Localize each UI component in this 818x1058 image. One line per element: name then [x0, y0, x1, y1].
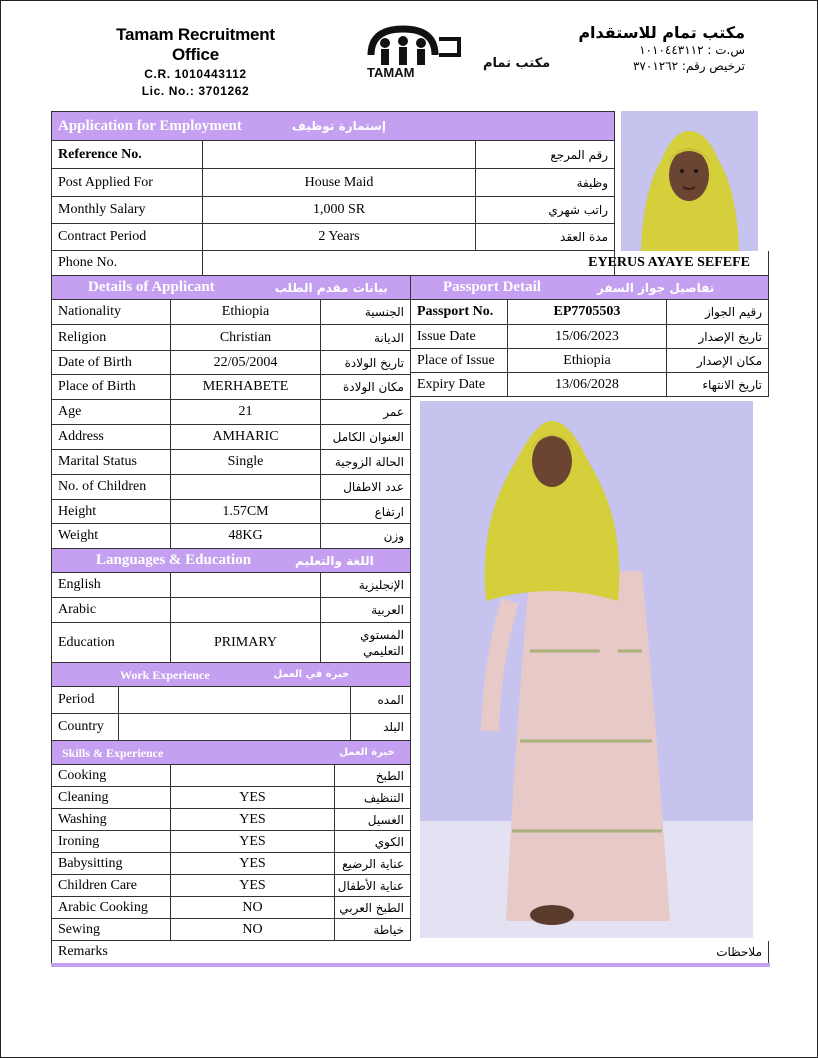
language-label-ar: المستوي التعليمي [360, 627, 404, 658]
passport-label-ar: رقيم الجواز [704, 305, 762, 319]
skill-label-cell [51, 765, 171, 787]
passport-value: 15/06/2023 [555, 328, 619, 344]
passport-value-cell [508, 349, 667, 373]
remarks-bottom-bar [51, 963, 770, 967]
application-label-cell [51, 169, 203, 197]
applicant-label: Height [58, 503, 97, 519]
application-label-ar: رقم المرجع [550, 147, 608, 162]
work-label-ar-cell [351, 687, 411, 714]
language-label-ar: الإنجليزية [358, 578, 404, 592]
passport-label-ar-cell [667, 300, 769, 325]
skill-label-cell [51, 787, 171, 809]
applicant-label-cell [51, 450, 171, 475]
work-label-ar: المده [377, 693, 404, 707]
passport-label-cell [411, 300, 508, 325]
work-value-cell [119, 687, 351, 714]
application-label-ar-cell [476, 197, 615, 224]
skill-label-ar-cell [335, 831, 411, 853]
applicant-label-ar: الحالة الزوجية [334, 455, 404, 469]
applicant-label: Marital Status [58, 454, 137, 469]
applicant-label-ar-cell [321, 425, 411, 450]
applicant-value-cell [171, 400, 321, 425]
application-label: Contract Period [58, 229, 147, 244]
applicant-value-cell [171, 425, 321, 450]
applicant-photo-small [621, 111, 758, 251]
skill-value: NO [242, 921, 263, 937]
skill-label: Children Care [58, 877, 137, 893]
passport-label-ar-cell [667, 325, 769, 349]
skill-value-cell [171, 809, 335, 831]
skill-label-ar-cell [335, 809, 411, 831]
skill-value: NO [242, 899, 263, 915]
applicant-label-ar: تاريخ الولادة [344, 355, 404, 370]
company-header-arabic [535, 23, 745, 74]
skill-value: YES [239, 855, 266, 871]
applicant-value-cell [171, 351, 321, 375]
skill-label-cell [51, 831, 171, 853]
applicant-title-ar: بيانات مقدم الطلب [274, 280, 388, 295]
work-title-ar: خبرة في العمل [273, 668, 350, 680]
skill-label-ar: الغسيل [367, 812, 404, 827]
application-label-ar: راتب شهري [548, 203, 608, 217]
skill-value: YES [239, 877, 266, 893]
applicant-label-ar-cell [321, 351, 411, 375]
application-label-cell [51, 224, 203, 251]
application-value: House Maid [304, 174, 374, 190]
passport-label-ar: مكان الإصدار [696, 353, 762, 368]
applicant-label-ar: عدد الاطفال [343, 480, 404, 494]
applicant-label-ar: عمر [383, 405, 404, 419]
skill-label-ar: عناية الأطفال [337, 878, 404, 893]
skill-label-ar: خياطة [373, 922, 404, 937]
logo-arabic: مكتب تمام [483, 56, 551, 71]
skill-value: YES [239, 789, 266, 805]
application-label-ar-cell [476, 141, 615, 169]
work-label-cell [51, 714, 119, 741]
applicant-label-cell [51, 475, 171, 500]
language-label-ar-cell [321, 623, 411, 663]
application-value-cell [203, 197, 476, 224]
passport-label: Place of Issue [417, 352, 495, 368]
skill-label-ar-cell [335, 787, 411, 809]
skill-value: YES [239, 811, 266, 827]
skills-title-en: Skills & Experience [62, 745, 164, 760]
phone-value-cell [203, 251, 615, 276]
applicant-label-ar: العنوان الكامل [332, 430, 404, 444]
skill-label: Washing [58, 811, 107, 827]
passport-value-cell [508, 325, 667, 349]
applicant-label-ar-cell [321, 325, 411, 351]
application-label: Reference No. [58, 146, 142, 162]
language-label-cell [51, 623, 171, 663]
passport-value-cell [508, 300, 667, 325]
applicant-value: Ethiopia [221, 304, 270, 319]
applicant-label-cell [51, 500, 171, 524]
work-title-bar [51, 663, 411, 687]
skill-label: Ironing [58, 833, 100, 849]
application-label-ar: وظيفة [576, 175, 608, 190]
language-label-cell [51, 573, 171, 598]
applicant-label-ar-cell [321, 450, 411, 475]
applicant-label-ar: الجنسية [364, 305, 404, 319]
work-title-en: Work Experience [120, 667, 210, 682]
logo-text: TAMAM [367, 65, 415, 80]
skill-value-cell [171, 787, 335, 809]
skill-value-cell [171, 831, 335, 853]
company-header-english [93, 25, 298, 99]
skill-label-cell [51, 875, 171, 897]
applicant-value-cell [171, 450, 321, 475]
application-value-cell [203, 169, 476, 197]
applicant-value: MERHABETE [202, 379, 289, 394]
company-name-en: Tamam Recruitment Office [116, 25, 275, 64]
applicant-value: 21 [238, 404, 253, 419]
skill-value: YES [239, 833, 266, 849]
remarks-label: Remarks [58, 944, 108, 959]
application-label-ar: مدة العقد [560, 230, 608, 244]
applicant-label: No. of Children [58, 479, 147, 494]
language-value: PRIMARY [213, 634, 278, 650]
applicant-label-ar-cell [321, 300, 411, 325]
application-title-en: Application for Employment [58, 117, 242, 134]
applicant-label-cell [51, 325, 171, 351]
cr-number-en: C.R. 1010443112 [144, 67, 247, 81]
skill-label-ar: الطبخ [375, 768, 404, 783]
application-label-cell [51, 141, 203, 169]
passport-label-ar: تاريخ الإصدار [698, 329, 762, 344]
applicant-label: Weight [58, 528, 99, 543]
languages-title-ar: اللغة والتعليم [295, 553, 374, 568]
full-body-image [420, 401, 753, 938]
applicant-label-ar-cell [321, 500, 411, 524]
passport-label-cell [411, 349, 508, 373]
skill-value-cell [171, 875, 335, 897]
applicant-value: 48KG [228, 528, 263, 543]
language-label: Education [58, 634, 115, 650]
skill-label-cell [51, 809, 171, 831]
passport-value: 13/06/2028 [555, 376, 619, 392]
applicant-value: Single [227, 454, 264, 469]
applicant-label: Nationality [58, 304, 121, 319]
applicant-label-cell [51, 524, 171, 549]
language-value-cell [171, 623, 321, 663]
application-value: 2 Years [318, 229, 360, 244]
skill-value-cell [171, 765, 335, 787]
application-label: Monthly Salary [58, 202, 146, 217]
language-label: English [58, 577, 101, 592]
passport-label-cell [411, 325, 508, 349]
skill-label-ar-cell [335, 853, 411, 875]
skill-label: Sewing [58, 921, 100, 937]
applicant-label-ar-cell [321, 400, 411, 425]
applicant-label-ar-cell [321, 375, 411, 400]
application-label: Post Applied For [58, 174, 153, 190]
application-value-cell [203, 141, 476, 169]
passport-value-cell [508, 373, 667, 397]
skill-label-ar-cell [335, 765, 411, 787]
applicant-label: Date of Birth [58, 354, 132, 370]
language-label: Arabic [58, 602, 97, 617]
skill-label-ar-cell [335, 919, 411, 941]
remarks-label-ar: ملاحظات [716, 945, 762, 959]
passport-title-en: Passport Detail [443, 279, 541, 295]
passport-value: Ethiopia [563, 352, 611, 368]
language-label-ar-cell [321, 573, 411, 598]
applicant-value-cell [171, 375, 321, 400]
skill-label-ar-cell [335, 875, 411, 897]
applicant-label: Address [58, 429, 104, 444]
applicant-label: Place of Birth [58, 379, 136, 394]
passport-label-cell [411, 373, 508, 397]
passport-label: Expiry Date [417, 376, 486, 392]
applicant-value-cell [171, 524, 321, 549]
skill-label-ar: الطبخ العربي [339, 900, 404, 915]
languages-title-en: Languages & Education [96, 552, 252, 568]
applicant-value-cell [171, 300, 321, 325]
skill-label-ar: عناية الرضيع [342, 856, 404, 871]
passport-label: Issue Date [417, 328, 476, 344]
applicant-value: AMHARIC [212, 429, 279, 444]
phone-label-cell [51, 251, 203, 276]
application-title-ar: إستمارة توظيف [291, 119, 386, 133]
skill-label: Babysitting [58, 855, 123, 871]
skill-value-cell [171, 897, 335, 919]
work-label: Country [58, 719, 104, 734]
applicant-value: 22/05/2004 [213, 354, 278, 370]
passport-title-bar [411, 276, 769, 300]
license-number-en: Lic. No.: 3701262 [141, 84, 250, 98]
applicant-value-cell [171, 500, 321, 524]
work-label: Period [58, 692, 95, 707]
passport-label: Passport No. [417, 304, 494, 319]
applicant-value: Christian [219, 329, 272, 345]
work-label-ar: البلد [383, 720, 404, 734]
application-value-cell [203, 224, 476, 251]
applicant-label-cell [51, 351, 171, 375]
application-label-ar-cell [476, 169, 615, 197]
language-label-cell [51, 598, 171, 623]
skill-label-cell [51, 897, 171, 919]
applicant-value-cell [171, 475, 321, 500]
applicant-title-en: Details of Applicant [88, 279, 215, 295]
skill-value-cell [171, 853, 335, 875]
skills-title-ar: خبرة العمل [339, 746, 395, 758]
license-number-ar: ترخيص رقم: ٣٧٠١٢٦٢ [632, 59, 745, 73]
applicant-title-bar [51, 276, 411, 300]
language-value-cell [171, 573, 321, 598]
skill-label-cell [51, 919, 171, 941]
skill-value-cell [171, 919, 335, 941]
skill-label-ar-cell [335, 897, 411, 919]
applicant-name-cell [588, 251, 769, 276]
skill-label: Cleaning [58, 789, 109, 805]
applicant-label-ar: وزن [383, 529, 404, 543]
applicant-label-ar: الديانة [373, 330, 404, 345]
language-value-cell [171, 598, 321, 623]
passport-value: EP7705503 [553, 304, 621, 319]
work-label-cell [51, 687, 119, 714]
application-value: 1,000 SR [312, 202, 366, 217]
applicant-label-ar-cell [321, 475, 411, 500]
applicant-name: EYERUS AYAYE SEFEFE [588, 255, 750, 270]
applicant-label-cell [51, 300, 171, 325]
applicant-label-cell [51, 400, 171, 425]
skill-label-ar: الكوي [374, 834, 404, 849]
applicant-label-ar: ارتفاع [374, 504, 404, 519]
skill-label-ar: التنظيف [363, 790, 404, 805]
application-title-bar [51, 111, 615, 141]
language-label-ar-cell [321, 598, 411, 623]
skill-label: Cooking [58, 767, 107, 783]
remarks-row [51, 941, 769, 963]
company-name-ar: مكتب تمام للاستقدام [578, 23, 745, 42]
language-label-ar: العربية [371, 603, 404, 617]
applicant-label-cell [51, 425, 171, 450]
tamam-logo [363, 21, 551, 81]
phone-label: Phone No. [58, 255, 118, 270]
applicant-value-cell [171, 325, 321, 351]
cr-number-ar: س.ت : ١٠١٠٤٤٣١١٢ [639, 43, 745, 57]
application-label-ar-cell [476, 224, 615, 251]
work-value-cell [119, 714, 351, 741]
work-label-ar-cell [351, 714, 411, 741]
passport-label-ar: تاريخ الانتهاء [702, 377, 762, 392]
languages-title-bar [51, 549, 411, 573]
portrait-image [621, 111, 758, 251]
passport-label-ar-cell [667, 349, 769, 373]
applicant-value: 1.57CM [222, 503, 269, 519]
application-label-cell [51, 197, 203, 224]
skill-label: Arabic Cooking [58, 899, 148, 915]
applicant-label-ar-cell [321, 524, 411, 549]
passport-label-ar-cell [667, 373, 769, 397]
applicant-label-ar: مكان الولادة [342, 380, 404, 394]
passport-title-ar: تفاصيل جواز السفر [596, 280, 715, 295]
skills-title-bar [51, 741, 411, 765]
applicant-label-cell [51, 375, 171, 400]
skill-label-cell [51, 853, 171, 875]
applicant-label: Age [58, 404, 82, 419]
applicant-photo-full [420, 401, 753, 938]
applicant-label: Religion [58, 329, 107, 345]
